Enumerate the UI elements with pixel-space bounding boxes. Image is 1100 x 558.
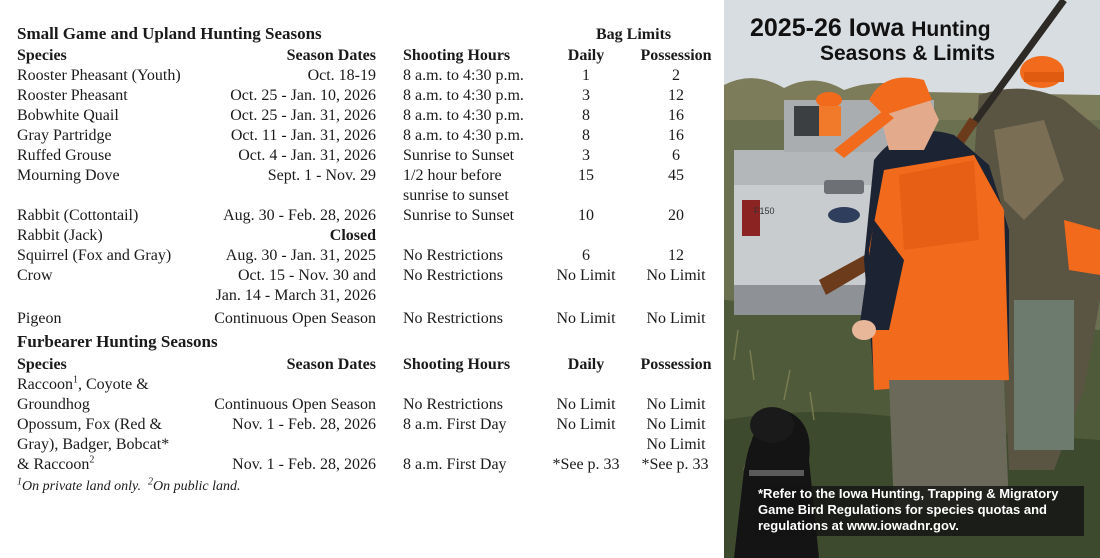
row-dates: Oct. 4 - Jan. 31, 2026 (238, 147, 376, 164)
col-dates-header: Season Dates (286, 47, 376, 64)
row-daily: 1 (582, 67, 590, 84)
row-daily: 8 (582, 127, 590, 144)
row-daily: *See p. 33 (552, 456, 620, 473)
row-dates: Oct. 18-19 (307, 67, 376, 84)
row-daily: 3 (582, 87, 590, 104)
row-dates: Nov. 1 - Feb. 28, 2026 (232, 456, 376, 473)
row-possession: 6 (672, 147, 680, 164)
cover-photo (724, 0, 1100, 558)
col-hours-header: Shooting Hours (403, 47, 511, 64)
row-hours: No Restrictions (403, 310, 503, 327)
row-possession: No Limit (646, 396, 706, 413)
row-daily: No Limit (556, 396, 616, 413)
col-species-header: Species (17, 356, 67, 373)
row-hours: Sunrise to Sunset (403, 147, 515, 164)
furbearer-species-line: & Raccoon$^2$ (17, 454, 95, 473)
row-species: Ruffed Grouse (17, 147, 112, 164)
row-possession: 20 (668, 207, 684, 224)
row-possession: 45 (668, 167, 684, 184)
row-daily: 6 (582, 247, 590, 264)
furbearer-species-line: Raccoon$^1$, Coyote & (17, 374, 149, 393)
row-daily: 10 (578, 207, 594, 224)
row-daily: No Limit (556, 267, 616, 284)
row-possession: No Limit (646, 267, 706, 284)
row-possession: No Limit (646, 310, 706, 327)
row-hours-line2: sunrise to sunset (403, 187, 509, 204)
row-hours: No Restrictions (403, 267, 503, 284)
row-hours: 8 a.m. to 4:30 p.m. (403, 107, 524, 124)
col-daily-header: Daily (567, 47, 605, 64)
cover-title-line2: Seasons & Limits (820, 42, 996, 65)
row-daily: 3 (582, 147, 590, 164)
row-species: Pigeon (17, 310, 62, 327)
row-species: Squirrel (Fox and Gray) (17, 247, 172, 264)
row-hours: 1/2 hour before (403, 167, 502, 184)
small-game-title: Small Game and Upland Hunting Seasons (17, 24, 322, 43)
furbearer-species-line: Gray), Badger, Bobcat* (17, 436, 170, 453)
row-daily: No Limit (556, 416, 616, 433)
row-dates: Oct. 11 - Jan. 31, 2026 (230, 127, 376, 144)
col-possession-header: Possession (640, 47, 712, 64)
row-species: Rooster Pheasant (Youth) (17, 67, 181, 84)
row-hours: 8 a.m. to 4:30 p.m. (403, 127, 524, 144)
cover-title-year: 2025-26 Iowa (750, 14, 905, 42)
row-dates-closed: Closed (329, 227, 376, 244)
row-species: Gray Partridge (17, 127, 112, 144)
row-species: Mourning Dove (17, 167, 120, 184)
row-daily: 8 (582, 107, 590, 124)
row-possession: No Limit (646, 416, 706, 433)
row-dates: Aug. 30 - Feb. 28, 2026 (223, 207, 376, 224)
row-dates: Nov. 1 - Feb. 28, 2026 (232, 416, 376, 433)
row-hours: 8 a.m. to 4:30 p.m. (403, 67, 524, 84)
hunters-illustration (724, 0, 1100, 558)
row-possession: 16 (668, 107, 684, 124)
cover-title (750, 16, 1050, 66)
furbearer-species-line: Opossum, Fox (Red & (17, 416, 162, 433)
row-dates: Continuous Open Season (214, 310, 376, 327)
col-daily-header: Daily (567, 356, 605, 373)
row-daily: No Limit (556, 310, 616, 327)
truck-badge: F150 (754, 206, 775, 216)
row-dates: Sept. 1 - Nov. 29 (267, 167, 376, 184)
furbearer-title: Furbearer Hunting Seasons (17, 332, 218, 351)
row-hours: No Restrictions (403, 247, 503, 264)
row-possession: No Limit (646, 436, 706, 453)
col-species-header: Species (17, 47, 67, 64)
col-hours-header: Shooting Hours (403, 356, 511, 373)
row-species: Rooster Pheasant (17, 87, 128, 104)
row-hours: Sunrise to Sunset (403, 207, 515, 224)
row-species: Crow (17, 267, 53, 284)
regulations-note: *Refer to the Iowa Hunting, Trapping & Migratory Game Bird Regulations for species quotas and regulations at www.iowadnr.gov. (754, 486, 1084, 536)
row-possession: 12 (668, 87, 684, 104)
row-dates: Aug. 30 - Jan. 31, 2025 (225, 247, 376, 264)
row-possession: 2 (672, 67, 680, 84)
row-dates: Oct. 15 - Nov. 30 and (237, 267, 376, 284)
cover-title-word: Hunting (911, 18, 991, 41)
bag-limits-header: Bag Limits (596, 26, 672, 43)
col-possession-header: Possession (640, 356, 712, 373)
row-dates-line2: Jan. 14 - March 31, 2026 (215, 287, 376, 304)
row-dates: Oct. 25 - Jan. 10, 2026 (230, 87, 376, 104)
footnote: $^1$On private land only. $^2$On public land. (17, 476, 241, 494)
row-dates: Continuous Open Season (214, 396, 376, 413)
col-dates-header: Season Dates (286, 356, 376, 373)
furbearer-species-line: Groundhog (17, 396, 90, 413)
row-dates: Oct. 25 - Jan. 31, 2026 (230, 107, 376, 124)
row-possession: 12 (668, 247, 684, 264)
row-hours: No Restrictions (403, 396, 503, 413)
row-species: Rabbit (Jack) (17, 227, 103, 244)
row-possession: *See p. 33 (641, 456, 709, 473)
row-species: Rabbit (Cottontail) (17, 207, 139, 224)
row-daily: 15 (578, 167, 594, 184)
row-hours: 8 a.m. First Day (403, 456, 507, 473)
row-hours: 8 a.m. First Day (403, 416, 507, 433)
row-hours: 8 a.m. to 4:30 p.m. (403, 87, 524, 104)
row-possession: 16 (668, 127, 684, 144)
row-species: Bobwhite Quail (17, 107, 119, 124)
